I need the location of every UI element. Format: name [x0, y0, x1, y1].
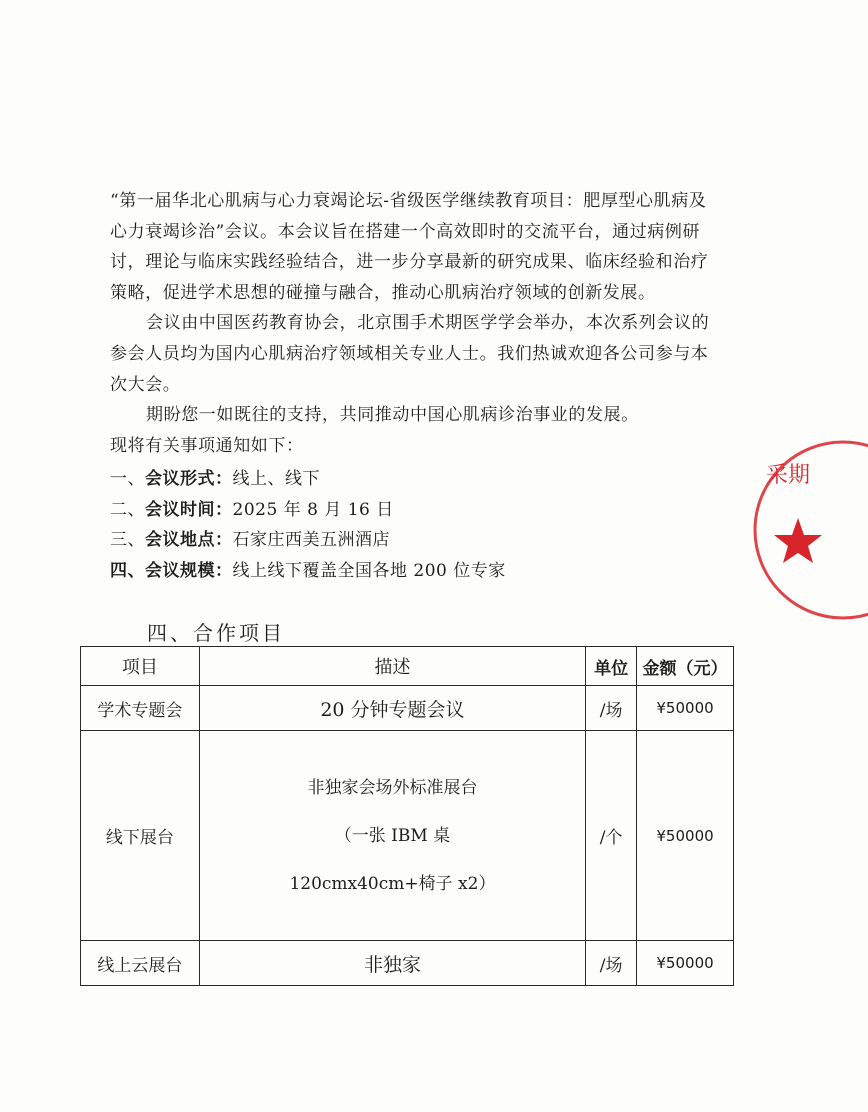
cell-unit: /场	[586, 941, 637, 986]
detail-label: 会议规模：	[145, 560, 233, 581]
detail-prefix: 四、	[110, 560, 145, 581]
meeting-details-list	[110, 464, 630, 586]
detail-value: 线上线下覆盖全国各地 200 位专家	[232, 560, 506, 581]
detail-prefix: 二、	[110, 499, 145, 520]
cell-desc: 20 分钟专题会议	[199, 686, 585, 731]
header-desc: 描述	[199, 647, 585, 686]
section-title: 四、合作项目	[147, 621, 285, 645]
body-text	[110, 186, 720, 461]
notice-line: 现将有关事项通知如下：	[110, 435, 304, 456]
hope-paragraph: 期盼您一如既往的支持，共同推动中国心肌病诊治事业的发展。	[146, 405, 639, 426]
detail-value: 石家庄西美五洲酒店	[232, 530, 390, 550]
cell-amount: ¥50000	[637, 941, 734, 986]
detail-prefix: 一、	[110, 469, 145, 489]
desc-lines	[200, 764, 585, 908]
organizers-paragraph: 会议由中国医药教育协会，北京围手术期医学学会举办，本次系列会议的参会人员均为国内心肌病治疗领域相关专业人士。我们热诚欢迎各公司参与本次大会。	[110, 313, 710, 395]
cell-unit: /场	[586, 686, 637, 731]
header-amount: 金额（元）	[637, 647, 734, 686]
detail-item-time	[110, 495, 630, 526]
table-header-row	[81, 647, 734, 686]
header-unit: 单位	[586, 647, 637, 686]
desc-line: 120cmx40cm+椅子 x2）	[289, 873, 496, 894]
cell-item: 线上云展台	[81, 941, 200, 986]
detail-value: 线上、线下	[232, 469, 320, 489]
detail-item-location	[110, 525, 630, 556]
cell-item: 线下展台	[81, 731, 200, 941]
cell-item: 学术专题会	[81, 686, 200, 731]
detail-label: 会议形式：	[145, 469, 233, 489]
cell-amount: ¥50000	[637, 686, 734, 731]
detail-prefix: 三、	[110, 530, 145, 550]
cooperation-table	[80, 646, 734, 986]
cell-desc	[199, 731, 585, 941]
table-row	[81, 941, 734, 986]
detail-item-scale	[110, 556, 630, 587]
table-row	[81, 686, 734, 731]
desc-line: （一张 IBM 桌	[334, 825, 451, 846]
detail-label: 会议地点：	[145, 530, 233, 550]
table-row	[81, 731, 734, 941]
official-seal-stamp	[748, 440, 868, 620]
seal-text: 采期	[766, 463, 811, 488]
header-item: 项目	[81, 647, 200, 686]
cell-amount: ¥50000	[637, 731, 734, 941]
detail-label: 会议时间：	[145, 499, 233, 520]
detail-value: 2025 年 8 月 16 日	[232, 499, 394, 520]
cell-unit: /个	[586, 731, 637, 941]
seal-star-icon	[774, 518, 822, 563]
detail-item-format	[110, 464, 630, 495]
cell-desc: 非独家	[199, 941, 585, 986]
desc-line: 非独家会场外标准展台	[307, 777, 478, 798]
intro-paragraph: “第一届华北心肌病与心力衰竭论坛-省级医学继续教育项目：肥厚型心肌病及心力衰竭诊治”会议。本会议旨在搭建一个高效即时的交流平台，通过病例研讨，理论与临床实践经验结合，进一步分享最新的研究成果、临床经验和治疗策略，促进学术思想的碰撞与融合，推动心肌病治疗领域的创新发展。	[110, 191, 709, 303]
